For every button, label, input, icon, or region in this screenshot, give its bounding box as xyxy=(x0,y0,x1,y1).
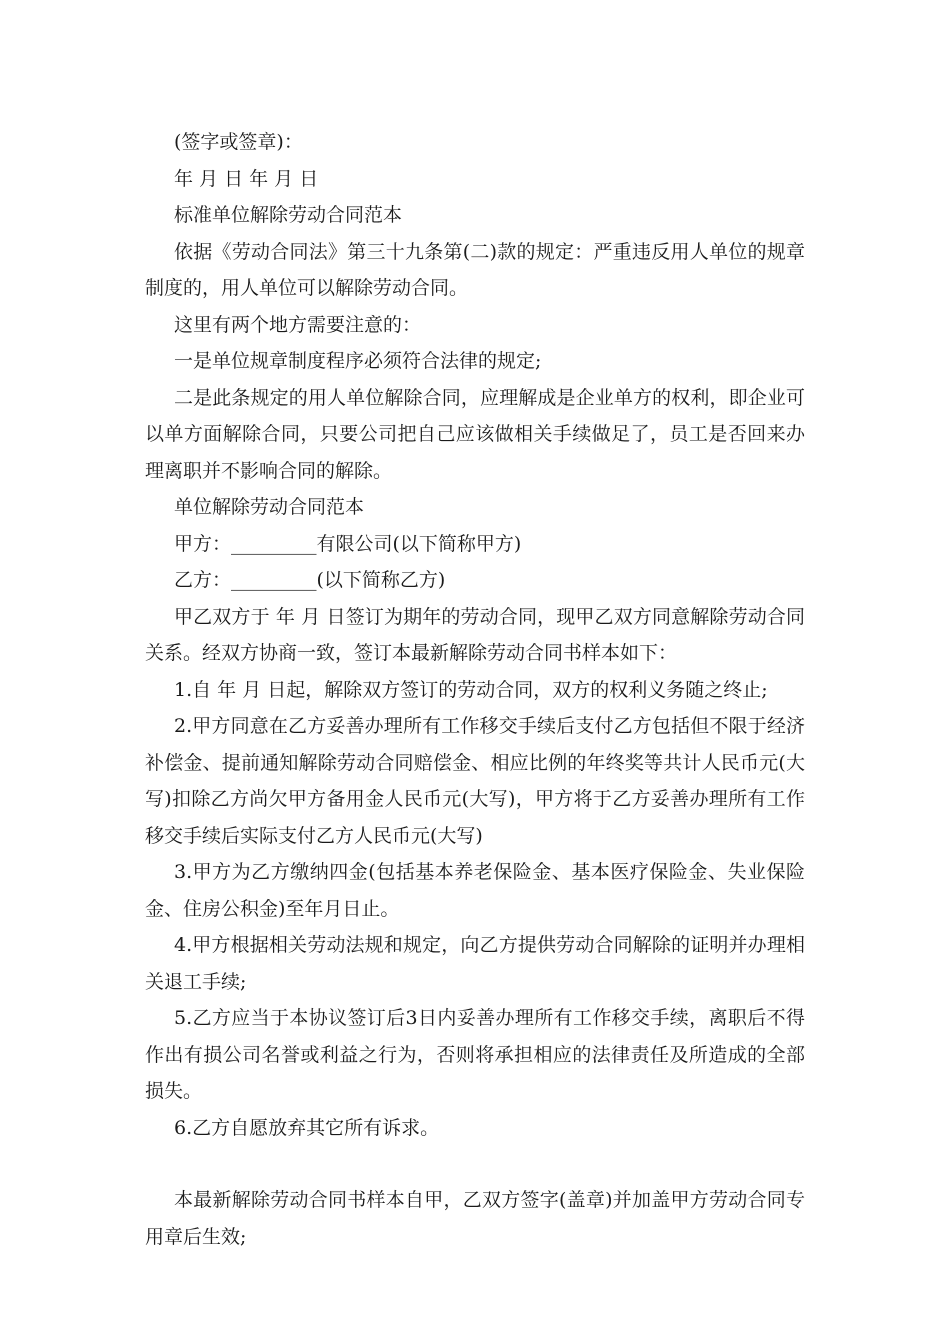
paragraph-legal-basis: 依据《劳动合同法》第三十九条第(二)款的规定：严重违反用人单位的规章制度的，用人单位可以解除劳动合同。 xyxy=(145,240,805,299)
paragraph-effective: 本最新解除劳动合同书样本自甲，乙双方签字(盖章)并加盖甲方劳动合同专用章后生效; xyxy=(145,1189,805,1248)
clause-3: 3.甲方为乙方缴纳四金(包括基本养老保险金、基本医疗保险金、失业保险金、住房公积金)至年月日止。 xyxy=(145,861,805,920)
paragraph-point-two: 二是此条规定的用人单位解除合同，应理解成是企业单方的权利，即企业可以单方面解除合同，只要公司把自己应该做相关手续做足了，员工是否回来办理离职并不影响合同的解除。 xyxy=(145,386,805,482)
clause-2: 2.甲方同意在乙方妥善办理所有工作移交手续后支付乙方包括但不限于经济补偿金、提前通知解除劳动合同赔偿金、相应比例的年终奖等共计人民币元(大写)扣除乙方尚欠甲方备用金人民币元(大写)，甲方将于乙方妥善办理所有工作移交手续后实际支付乙方人民币元(大写) xyxy=(145,715,805,847)
clause-6: 6.乙方自愿放弃其它所有诉求。 xyxy=(174,1116,440,1139)
party-a-line: 甲方：_________有限公司(以下简称甲方) xyxy=(174,532,522,555)
signature-label: (签字或签章)： xyxy=(174,131,303,153)
paragraph-notice-intro: 这里有两个地方需要注意的： xyxy=(174,313,422,336)
clause-4: 4.甲方根据相关劳动法规和规定，向乙方提供劳动合同解除的证明并办理相关退工手续; xyxy=(145,934,805,993)
section-title-standard-template: 标准单位解除劳动合同范本 xyxy=(174,204,403,226)
party-b-line: 乙方：_________(以下简称乙方) xyxy=(174,569,446,591)
clause-1: 1.自 年 月 日起，解除双方签订的劳动合同，双方的权利义务随之终止; xyxy=(174,678,768,701)
blank-line xyxy=(145,1146,805,1182)
section-title-template: 单位解除劳动合同范本 xyxy=(174,496,365,518)
date-line: 年 月 日 年 月 日 xyxy=(174,167,319,190)
document-body xyxy=(145,124,805,1255)
clause-5: 5.乙方应当于本协议签订后3日内妥善办理所有工作移交手续，离职后不得作出有损公司名誉或利益之行为，否则将承担相应的法律责任及所造成的全部损失。 xyxy=(145,1007,805,1102)
paragraph-agreement-intro: 甲乙双方于 年 月 日签订为期年的劳动合同，现甲乙双方同意解除劳动合同关系。经双方协商一致，签订本最新解除劳动合同书样本如下： xyxy=(145,605,805,664)
paragraph-point-one: 一是单位规章制度程序必须符合法律的规定; xyxy=(174,350,542,372)
